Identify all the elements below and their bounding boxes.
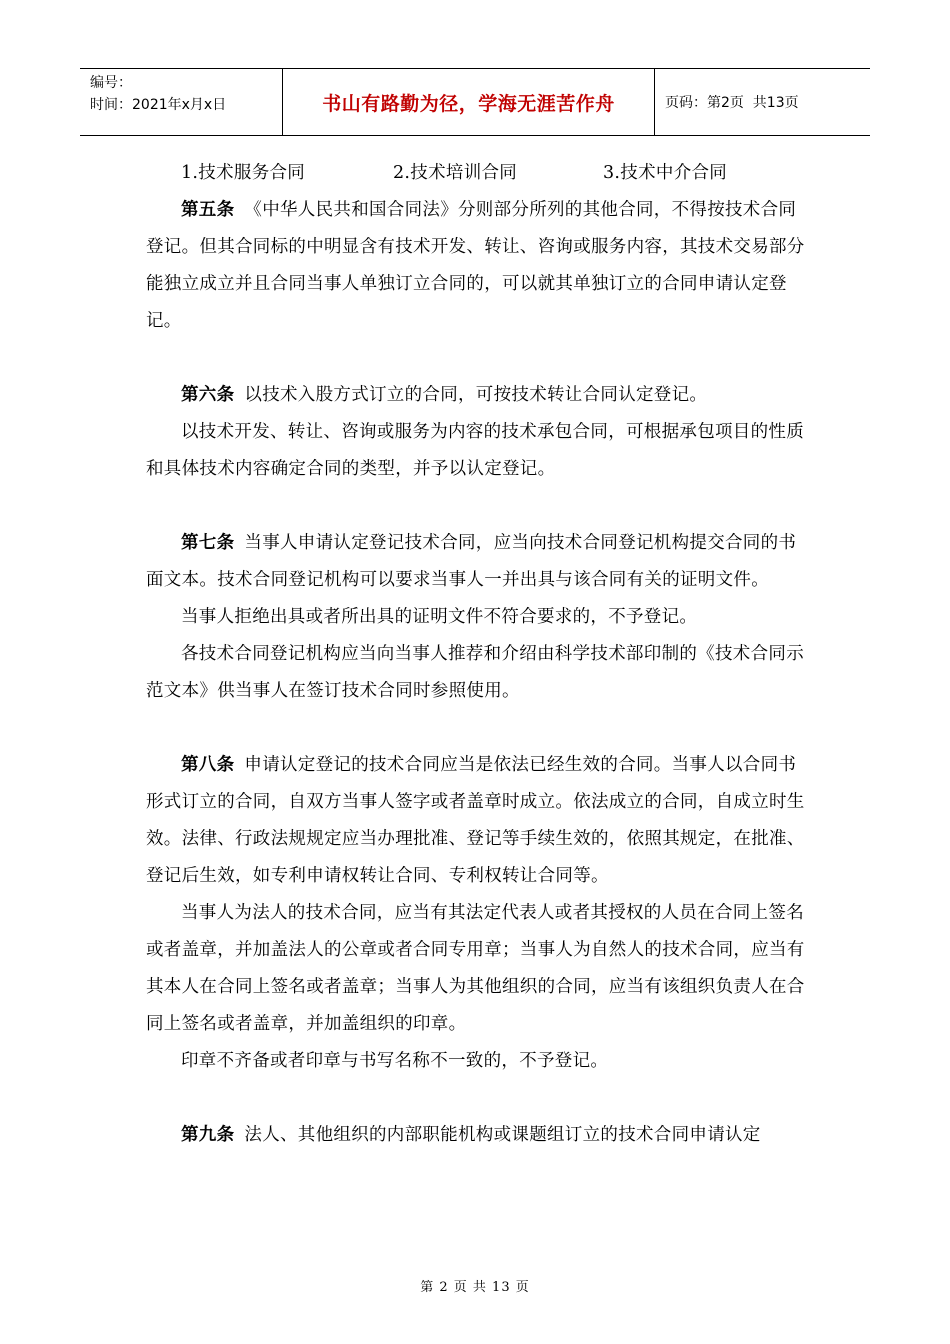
- article-5: [146, 192, 808, 340]
- page-info-text: 页码：第2页 共13页: [665, 95, 799, 111]
- article-6: [146, 377, 808, 414]
- header-page-info: [655, 69, 870, 135]
- article-title: 第五条: [181, 200, 235, 220]
- spacer: [146, 340, 808, 377]
- article-9: [146, 1117, 808, 1154]
- article-paragraph: 各技术合同登记机构应当向当事人推荐和介绍由科学技术部印制的《技术合同示范文本》供当事人在签订技术合同时参照使用。: [146, 644, 804, 701]
- article-paragraph: 以技术开发、转让、咨询或服务为内容的技术承包合同，可根据承包项目的性质和具体技术内容确定合同的类型，并予以认定登记。: [146, 422, 804, 479]
- header-meta: [80, 69, 283, 135]
- article-title: 第七条: [181, 533, 235, 553]
- spacer: [146, 488, 808, 525]
- contract-type-list: [146, 155, 808, 192]
- article-paragraph: 印章不齐备或者印章与书写名称不一致的，不予登记。: [181, 1051, 609, 1071]
- article-paragraph: 当事人拒绝出具或者所出具的证明文件不符合要求的，不予登记。: [181, 607, 698, 627]
- article-text: 当事人申请认定登记技术合同，应当向技术合同登记机构提交合同的书面文本。技术合同登记机构可以要求当事人一并出具与该合同有关的证明文件。: [146, 533, 797, 590]
- header-motto: 书山有路勤为径，学海无涯苦作舟: [283, 69, 655, 135]
- article-text: 以技术入股方式订立的合同，可按技术转让合同认定登记。: [244, 385, 708, 405]
- article-title: 第八条: [181, 755, 235, 775]
- list-item: 1.技术服务合同: [181, 163, 306, 183]
- time-label: 时间：2021年x月x日: [90, 97, 227, 113]
- article-title: 第六条: [181, 385, 235, 405]
- page-footer: 第 2 页 共 13 页: [420, 1280, 530, 1295]
- spacer: [146, 1080, 808, 1117]
- article-8: [146, 747, 808, 895]
- number-label: 编号：: [90, 75, 132, 91]
- list-item: 2.技术培训合同: [393, 163, 518, 183]
- page-header: [80, 68, 870, 136]
- article-text: 申请认定登记的技术合同应当是依法已经生效的合同。当事人以合同书形式订立的合同，自双方当事人签字或者盖章时成立。依法成立的合同，自成立时生效。法律、行政法规规定应当办理批准、登记等手续生效的，依照其规定，在批准、登记后生效，如专利申请权转让合同、专利权转让合同等。: [146, 755, 805, 886]
- list-item: 3.技术中介合同: [603, 163, 728, 183]
- document-body: [146, 155, 808, 1154]
- article-7: [146, 525, 808, 599]
- article-title: 第九条: [181, 1125, 235, 1145]
- spacer: [146, 710, 808, 747]
- article-text: 《中华人民共和国合同法》分则部分所列的其他合同，不得按技术合同登记。但其合同标的中明显含有技术开发、转让、咨询或服务内容，其技术交易部分能独立成立并且合同当事人单独订立合同的，可以就其单独订立的合同申请认定登记。: [146, 200, 805, 331]
- article-text: 法人、其他组织的内部职能机构或课题组订立的技术合同申请认定: [244, 1125, 761, 1145]
- article-paragraph: 当事人为法人的技术合同，应当有其法定代表人或者其授权的人员在合同上签名或者盖章，并加盖法人的公章或者合同专用章；当事人为自然人的技术合同，应当有其本人在合同上签名或者盖章；当事人为其他组织的合同，应当有该组织负责人在合同上签名或者盖章，并加盖组织的印章。: [146, 903, 805, 1034]
